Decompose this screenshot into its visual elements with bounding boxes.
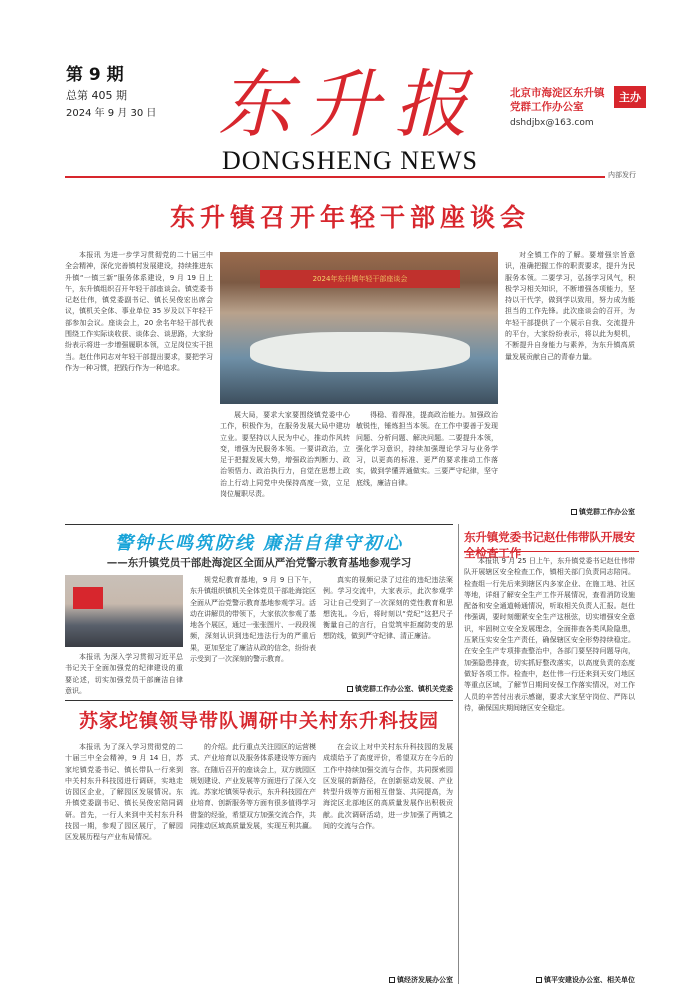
article-1-column-4 [505, 250, 635, 506]
article-3-end-mark [323, 975, 453, 987]
article-1-column-2 [220, 410, 350, 518]
article-1-col2-text: 展大局，要求大家要围绕镇党委中心工作，积极作为，在服务发展大局中建功立业。要坚持以人民为中心，推动作风转变，增强为民服务本领。一要讲政治，立足于把握发展大势，增强政治判断力、政治领悟力、政治执行力，自觉在思想上政治上行动上同党中央保持高度一致，立足岗位履职尽责。 [220, 411, 350, 499]
sponsor-stamp: 主办 [614, 86, 646, 108]
right-article-body [464, 556, 635, 974]
masthead [200, 62, 500, 175]
article-1-col1-text: 本报讯 为进一步学习贯彻党的二十届三中全会精神，深化完善镇村发展建设，持续推进东升镇“一镇三新”服务体系建设，9 月 19 日上午，东升镇组织召开年轻干部座谈会。镇党委书记赵仕伟，镇党委副书记、镇长吴俊宏出席会议，镇机关全体、事业单位 35 岁及以下年轻干部参加会议。座谈会上，20 余名年轻干部代表围绕工作实际谈收获、谈体会、谈思路，大家纷纷表示将进一步增强履职本领，立足岗位实干担当。赵仕伟同志对年轻干部提出要求，要把学习作为一种习惯，把践行作为一种追求。 [65, 251, 213, 372]
article-2-photo-caption [65, 652, 183, 696]
meeting-table-shape [250, 332, 470, 372]
right-article-headline-rule [464, 551, 639, 552]
article-2-headline: 警钟长鸣筑防线 廉洁自律守初心 [114, 533, 404, 554]
end-square-icon [347, 686, 353, 692]
article-3-col3-text: 在会议上对中关村东升科技园的发展成绩给予了高度评价，希望双方在今后的工作中持续加强交流与合作，共同探索园区发展的新路径，在创新驱动发展、产业转型升级等方面相互借鉴、共同提高，为海淀区北部地区的高质量发展作出积极贡献。此次调研活动，进一步加强了两镇之间的交流与合作。 [323, 743, 453, 831]
article-2-source: 镇党群工作办公室、镇机关党委 [355, 685, 453, 693]
party-flag-shape [73, 587, 103, 609]
article-1-column-3 [356, 410, 498, 518]
section-2-divider [65, 524, 453, 525]
article-3-col1-text: 本报讯 为了深入学习贯彻党的二十届三中全会精神，9 月 14 日，苏家坨镇党委书记、镇长带队一行来到中关村东升科技园进行调研，实地走访园区企业，了解园区发展情况。东升镇党委副书记、镇长吴俊宏陪同调研。首先，一行人来到中关村东升科技园一期，参观了园区展厅，了解园区发展历程与产业布局情况。 [65, 743, 183, 842]
issue-number: 第 9 期 [66, 65, 124, 85]
article-2-column-2 [323, 575, 453, 683]
right-article-source: 镇平安建设办公室、相关单位 [544, 976, 635, 984]
article-3-column-3 [323, 742, 453, 974]
section-3-divider [65, 700, 453, 701]
internal-distribution-note: 内部发行 [605, 170, 636, 180]
article-3-source: 镇经济发展办公室 [397, 976, 453, 984]
masthead-title-en: DONGSHENG NEWS [222, 146, 478, 175]
issue-date: 2024 年 9 月 30 日 [66, 108, 157, 119]
article-2-col2-text: 真实的视频记录了过往的违纪违法案例。学习交流中，大家表示，此次参观学习让自己受到了一次深刻的党性教育和思想洗礼。今后，将时刻以“党纪”这把尺子衡量自己的言行，自觉筑牢拒腐防变的思想防线，做到严守纪律、清正廉洁。 [323, 576, 453, 641]
article-2-column-1 [190, 575, 316, 695]
issue-total: 总第 405 期 [66, 89, 127, 102]
article-1-column-1 [65, 250, 213, 518]
article-2-subheadline: ——东升镇党员干部赴海淀区全面从严治党警示教育基地参观学习 [106, 557, 412, 569]
right-article-headline: 东升镇党委书记赵仕伟带队开展安全检查工作 [464, 530, 635, 560]
publisher-email: dshdjbx@163.com [510, 118, 594, 128]
article-1-photo [220, 252, 498, 404]
article-1-col3-text: 得稳、看得准，提高政治能力。加强政治敏锐性，锤炼担当本领。在工作中要善于发现问题、分析问题、解决问题。二要提升本领，强化学习意识，持续加强理论学习与业务学习，以更高的标准、更严的要求推动工作落实，做到学懂弄通做实。三要严守纪律，坚守底线，廉洁自律。 [356, 411, 498, 487]
article-2-caption-text: 本报讯 为深入学习贯彻习近平总书记关于全面加强党的纪律建设的重要论述，切实加强党员干部廉洁自律意识。 [65, 653, 183, 695]
masthead-title-cn: 东升报 [218, 62, 482, 148]
issue-info [66, 60, 166, 119]
end-square-icon [571, 509, 577, 515]
article-3-column-1 [65, 742, 183, 988]
article-1-headline: 东升镇召开年轻干部座谈会 [169, 203, 530, 232]
right-column-divider [458, 524, 459, 984]
publisher-info [510, 86, 670, 128]
publisher-line-1: 北京市海淀区东升镇 [510, 87, 605, 99]
article-3-headline: 苏家坨镇领导带队调研中关村东升科技园 [78, 710, 439, 732]
end-square-icon [389, 977, 395, 983]
article-1-source: 镇党群工作办公室 [579, 508, 635, 516]
article-2-end-mark [323, 684, 453, 696]
publisher-line-2: 党群工作办公室 [510, 101, 584, 113]
article-2-photo [65, 575, 183, 647]
article-1-col4-text: 对全镇工作的了解。要增强宗旨意识，准确把握工作的职责要求，提升为民服务本领。二要学习，弘扬学习风气，积极学习相关知识，不断增强各项能力，坚持以干代学，做到学以致用，努力成为能担当的工作先锋。此次座谈会的召开，为年轻干部提供了一个展示自我、交流提升的平台，大家纷纷表示，将以此为契机，不断提升自身能力与素养，为东升镇高质量发展贡献自己的青春力量。 [505, 251, 635, 361]
right-article-end-mark [464, 975, 635, 987]
meeting-banner: 2024年东升镇年轻干部座谈会 [260, 270, 460, 288]
article-3-column-2 [190, 742, 316, 988]
article-3-col2-text: 的介绍。此行重点关注园区的运营模式、产业培育以及服务体系建设等方面内容。在随后召开的座谈会上，双方就园区规划建设、产业发展等方面进行了深入交流。苏家坨镇领导表示，东升科技园在产业培育、创新服务等方面有很多值得学习借鉴的经验，希望双方加强交流合作，共同推动区域高质量发展，实现互利共赢。 [190, 743, 316, 831]
header-divider [65, 176, 635, 178]
article-2-col1-text: 规党纪教育基地，9 月 9 日下午，东升镇组织镇机关全体党员干部赴海淀区全面从严治党警示教育基地参观学习。活动在讲解员的带领下，大家依次参观了基地各个展区，通过一张张图片、一段段视频，深刻认识到违纪违法行为的严重后果，更加坚定了廉洁从政的信念，纷纷表示受到了一次深刻的警示教育。 [190, 576, 316, 664]
end-square-icon [536, 977, 542, 983]
right-article-text: 本报讯 9 月 25 日上午，东升镇党委书记赵仕伟带队开展辖区安全检查工作，镇相关部门负责同志陪同。检查组一行先后来到辖区内多家企业、在施工地、社区等地，详细了解安全生产工作开展情况，查看消防设施配备和安全通道畅通情况，听取相关负责人汇报。赵仕伟强调，要时刻绷紧安全生产这根弦，切实增强安全意识，牢固树立安全发展理念，全面排查各类风险隐患，压紧压实安全生产责任，确保辖区安全形势持续稳定。在安全生产专项排查整治中，各部门要坚持问题导向，加强隐患排查，切实抓好整改落实，以高度负责的态度做好各项工作。检查中，赵仕伟一行还来到天安门地区等重点区域，了解节日期间安保工作落实情况，对工作人员的辛苦付出表示感谢，要求大家坚守岗位、严阵以待，确保国庆期间辖区安全稳定。 [464, 557, 635, 712]
article-1-end-mark [505, 507, 635, 519]
